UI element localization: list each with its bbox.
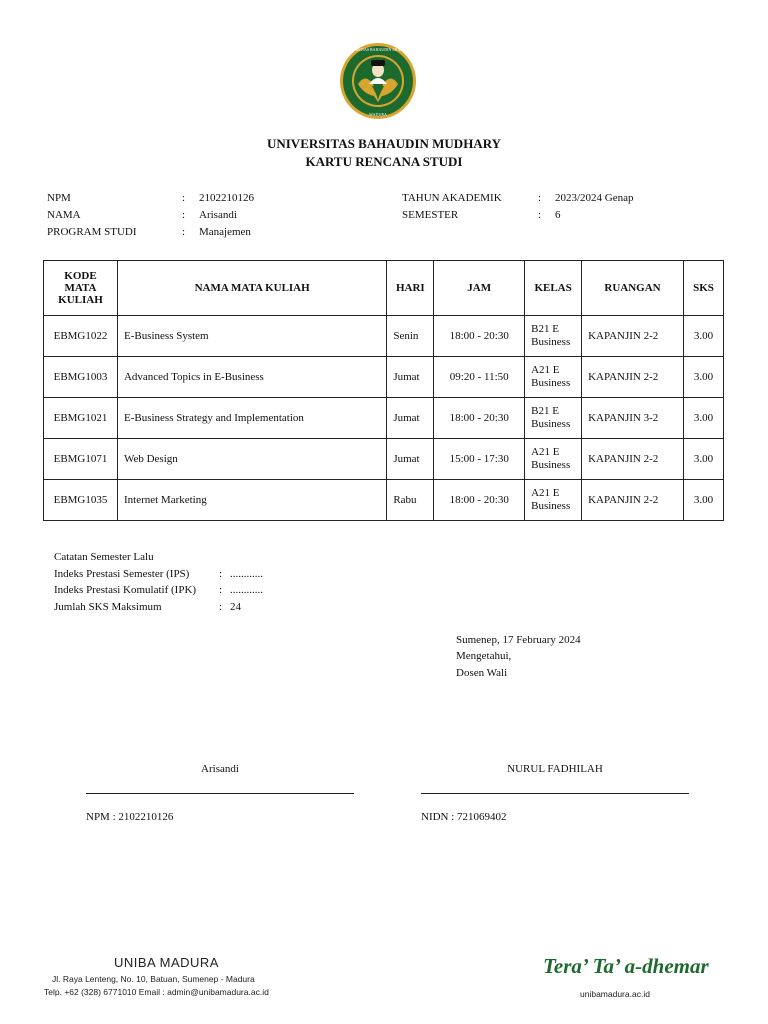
program-value: Manajemen <box>199 226 251 238</box>
approval-known: Mengetahui, <box>456 650 512 662</box>
table-row <box>44 357 724 398</box>
cell-ruangan: KAPANJIN 2-2 <box>582 316 684 357</box>
name-label: NAMA <box>47 209 81 221</box>
approval-role: Dosen Wali <box>456 667 508 679</box>
student-signature-line <box>86 793 354 794</box>
cell-hari: Rabu <box>387 480 434 521</box>
cell-kode: EBMG1003 <box>44 357 118 398</box>
cell-hari: Jumat <box>387 398 434 439</box>
cell-jam: 18:00 - 20:30 <box>434 398 525 439</box>
colon: : <box>538 192 542 204</box>
cell-kode: EBMG1035 <box>44 480 118 521</box>
year-value: 2023/2024 Genap <box>555 192 634 204</box>
cell-nama: E-Business System <box>117 316 386 357</box>
course-table <box>43 260 724 521</box>
header-jam: JAM <box>434 261 525 316</box>
footer-website: unibamadura.ac.id <box>580 989 650 999</box>
cell-kelas: B21 E Business <box>525 316 582 357</box>
colon: : <box>182 209 186 221</box>
cell-ruangan: KAPANJIN 2-2 <box>582 357 684 398</box>
table-row <box>44 480 724 521</box>
cell-kelas: A21 E Business <box>525 439 582 480</box>
ips-value: ............ <box>230 568 263 580</box>
colon: : <box>182 226 186 238</box>
semester-label: SEMESTER <box>402 209 459 221</box>
colon: : <box>219 584 223 596</box>
cell-jam: 15:00 - 17:30 <box>434 439 525 480</box>
place-date: Sumenep, 17 February 2024 <box>456 634 581 646</box>
table-row <box>44 439 724 480</box>
cell-kelas: A21 E Business <box>525 480 582 521</box>
name-value: Arisandi <box>199 209 237 221</box>
table-header-row <box>44 261 724 316</box>
cell-kode: EBMG1071 <box>44 439 118 480</box>
ipk-value: ............ <box>230 584 263 596</box>
notes-title: Catatan Semester Lalu <box>54 551 154 563</box>
table-row <box>44 316 724 357</box>
footer-motto: Tera’ Ta’ a-dhemar <box>543 954 709 978</box>
university-name: UNIVERSITAS BAHAUDIN MUDHARY <box>266 136 502 151</box>
year-label: TAHUN AKADEMIK <box>402 192 502 204</box>
colon: : <box>219 601 223 613</box>
document-title: KARTU RENCANA STUDI <box>305 154 463 169</box>
advisor-signature-name: NURUL FADHILAH <box>507 763 603 775</box>
cell-jam: 18:00 - 20:30 <box>434 316 525 357</box>
cell-sks: 3.00 <box>683 316 723 357</box>
header-nama: NAMA MATA KULIAH <box>117 261 386 316</box>
cell-ruangan: KAPANJIN 3-2 <box>582 398 684 439</box>
cell-jam: 18:00 - 20:30 <box>434 480 525 521</box>
cell-sks: 3.00 <box>683 357 723 398</box>
npm-label: NPM <box>47 192 71 204</box>
semester-value: 6 <box>555 209 561 221</box>
cell-nama: Internet Marketing <box>117 480 386 521</box>
cell-hari: Jumat <box>387 357 434 398</box>
cell-nama: Advanced Topics in E-Business <box>117 357 386 398</box>
colon: : <box>182 192 186 204</box>
npm-value: 2102210126 <box>199 192 254 204</box>
cell-ruangan: KAPANJIN 2-2 <box>582 439 684 480</box>
student-signature-name: Arisandi <box>201 763 239 775</box>
cell-jam: 09:20 - 11:50 <box>434 357 525 398</box>
cell-kode: EBMG1022 <box>44 316 118 357</box>
max-sks-value: 24 <box>230 601 241 613</box>
cell-kelas: A21 E Business <box>525 357 582 398</box>
cell-ruangan: KAPANJIN 2-2 <box>582 480 684 521</box>
cell-kelas: B21 E Business <box>525 398 582 439</box>
cell-nama: E-Business Strategy and Implementation <box>117 398 386 439</box>
logo-ring-text: UNIVERSITAS BAHAUDIN MUDHARY <box>343 47 413 52</box>
footer-contact: Telp. +62 (328) 6771010 Email : admin@unibamadura.ac.id <box>44 987 269 997</box>
footer-org-name: UNIBA MADURA <box>114 955 219 970</box>
cell-hari: Jumat <box>387 439 434 480</box>
program-label: PROGRAM STUDI <box>47 226 137 238</box>
max-sks-label: Jumlah SKS Maksimum <box>54 601 162 613</box>
advisor-signature-line <box>421 793 689 794</box>
header-hari: HARI <box>387 261 434 316</box>
header-kelas: KELAS <box>525 261 582 316</box>
colon: : <box>219 568 223 580</box>
cell-kode: EBMG1021 <box>44 398 118 439</box>
university-logo <box>336 42 420 120</box>
cell-sks: 3.00 <box>683 480 723 521</box>
cell-sks: 3.00 <box>683 398 723 439</box>
colon: : <box>538 209 542 221</box>
header-ruangan: RUANGAN <box>582 261 684 316</box>
cell-sks: 3.00 <box>683 439 723 480</box>
ips-label: Indeks Prestasi Semester (IPS) <box>54 568 190 580</box>
cell-nama: Web Design <box>117 439 386 480</box>
advisor-signature-id: NIDN : 721069402 <box>421 811 507 823</box>
header-sks: SKS <box>683 261 723 316</box>
ipk-label: Indeks Prestasi Komulatif (IPK) <box>54 584 197 596</box>
cell-hari: Senin <box>387 316 434 357</box>
footer-address: Jl. Raya Lenteng, No. 10, Batuan, Sumenep - Madura <box>52 974 255 984</box>
student-signature-id: NPM : 2102210126 <box>86 811 174 823</box>
header-kode: KODE MATA KULIAH <box>44 261 118 316</box>
table-row <box>44 398 724 439</box>
logo-ring-text-bottom: MADURA <box>369 112 387 117</box>
